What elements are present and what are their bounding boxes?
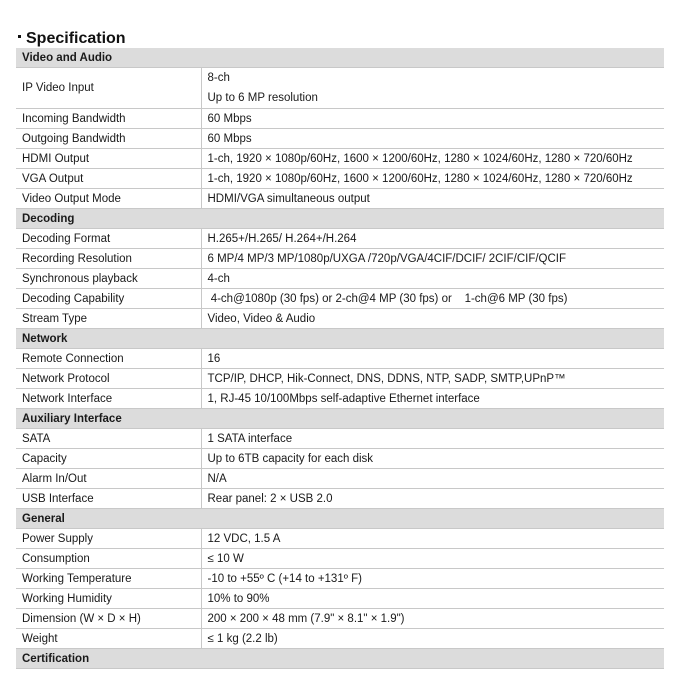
spec-value: 4-ch: [201, 269, 664, 289]
spec-label: Outgoing Bandwidth: [16, 129, 201, 149]
spec-label: VGA Output: [16, 169, 201, 189]
spec-value: Video, Video & Audio: [201, 309, 664, 329]
table-row: [16, 169, 664, 189]
section-header-certification: [16, 649, 664, 669]
table-row: [16, 68, 664, 109]
table-row: [16, 429, 664, 449]
spec-value: 60 Mbps: [201, 109, 664, 129]
table-row: [16, 589, 664, 609]
spec-value: 1 SATA interface: [201, 429, 664, 449]
section-title: Certification: [16, 649, 664, 669]
spec-label: SATA: [16, 429, 201, 449]
spec-label: Dimension (W × D × H): [16, 609, 201, 629]
spec-value-line: Up to 6 MP resolution: [207, 92, 318, 104]
table-row: [16, 569, 664, 589]
spec-label: HDMI Output: [16, 149, 201, 169]
section-header-video-audio: [16, 48, 664, 68]
page-title: [18, 29, 126, 49]
spec-label: Decoding Capability: [16, 289, 201, 309]
table-row: [16, 289, 664, 309]
section-title: Video and Audio: [16, 48, 664, 68]
page-title-text: Specification: [26, 30, 126, 47]
section-title: Network: [16, 329, 664, 349]
spec-value: N/A: [201, 469, 664, 489]
spec-value: ≤ 1 kg (2.2 lb): [201, 629, 664, 649]
table-row: [16, 389, 664, 409]
specification-table: [16, 48, 664, 669]
table-row: [16, 609, 664, 629]
spec-label: Stream Type: [16, 309, 201, 329]
table-row: [16, 249, 664, 269]
spec-label: Video Output Mode: [16, 189, 201, 209]
table-row: [16, 489, 664, 509]
spec-value: ≤ 10 W: [201, 549, 664, 569]
spec-label: USB Interface: [16, 489, 201, 509]
table-row: [16, 229, 664, 249]
table-row: [16, 129, 664, 149]
table-row: [16, 269, 664, 289]
spec-value: 16: [201, 349, 664, 369]
section-header-general: [16, 509, 664, 529]
spec-value: 1-ch, 1920 × 1080p/60Hz, 1600 × 1200/60Hz, 1280 × 1024/60Hz, 1280 × 720/60Hz: [201, 169, 664, 189]
spec-value: 60 Mbps: [201, 129, 664, 149]
spec-value: [201, 68, 664, 109]
spec-value: Rear panel: 2 × USB 2.0: [201, 489, 664, 509]
spec-label: Working Temperature: [16, 569, 201, 589]
spec-label: Recording Resolution: [16, 249, 201, 269]
table-row: [16, 449, 664, 469]
table-row: [16, 369, 664, 389]
spec-label: Power Supply: [16, 529, 201, 549]
table-row: [16, 189, 664, 209]
spec-value: 12 VDC, 1.5 A: [201, 529, 664, 549]
spec-value: H.265+/H.265/ H.264+/H.264: [201, 229, 664, 249]
table-row: [16, 149, 664, 169]
spec-label: Network Interface: [16, 389, 201, 409]
table-row: [16, 349, 664, 369]
spec-label: Decoding Format: [16, 229, 201, 249]
table-row: [16, 309, 664, 329]
section-header-network: [16, 329, 664, 349]
spec-value: Up to 6TB capacity for each disk: [201, 449, 664, 469]
spec-label: Network Protocol: [16, 369, 201, 389]
spec-value-line: 8-ch: [207, 72, 230, 84]
spec-label: Capacity: [16, 449, 201, 469]
spec-value: 4-ch@1080p (30 fps) or 2-ch@4 MP (30 fps) or 1-ch@6 MP (30 fps): [201, 289, 664, 309]
table-row: [16, 629, 664, 649]
spec-label: Alarm In/Out: [16, 469, 201, 489]
spec-label: Consumption: [16, 549, 201, 569]
table-row: [16, 109, 664, 129]
section-header-decoding: [16, 209, 664, 229]
spec-label: Synchronous playback: [16, 269, 201, 289]
bullet-icon: [18, 35, 21, 38]
table-row: [16, 549, 664, 569]
table-row: [16, 529, 664, 549]
spec-label: Working Humidity: [16, 589, 201, 609]
section-header-auxiliary-interface: [16, 409, 664, 429]
spec-value: TCP/IP, DHCP, Hik-Connect, DNS, DDNS, NTP, SADP, SMTP,UPnP™: [201, 369, 664, 389]
spec-value: 200 × 200 × 48 mm (7.9" × 8.1" × 1.9"): [201, 609, 664, 629]
section-title: General: [16, 509, 664, 529]
spec-label: IP Video Input: [16, 68, 201, 109]
section-title: Auxiliary Interface: [16, 409, 664, 429]
spec-value: -10 to +55º C (+14 to +131º F): [201, 569, 664, 589]
spec-value: 1-ch, 1920 × 1080p/60Hz, 1600 × 1200/60Hz, 1280 × 1024/60Hz, 1280 × 720/60Hz: [201, 149, 664, 169]
section-title: Decoding: [16, 209, 664, 229]
spec-label: Remote Connection: [16, 349, 201, 369]
spec-value: HDMI/VGA simultaneous output: [201, 189, 664, 209]
spec-label: Incoming Bandwidth: [16, 109, 201, 129]
spec-label: Weight: [16, 629, 201, 649]
spec-value: 1, RJ-45 10/100Mbps self-adaptive Ethernet interface: [201, 389, 664, 409]
table-row: [16, 469, 664, 489]
spec-value: 10% to 90%: [201, 589, 664, 609]
spec-value: 6 MP/4 MP/3 MP/1080p/UXGA /720p/VGA/4CIF/DCIF/ 2CIF/CIF/QCIF: [201, 249, 664, 269]
